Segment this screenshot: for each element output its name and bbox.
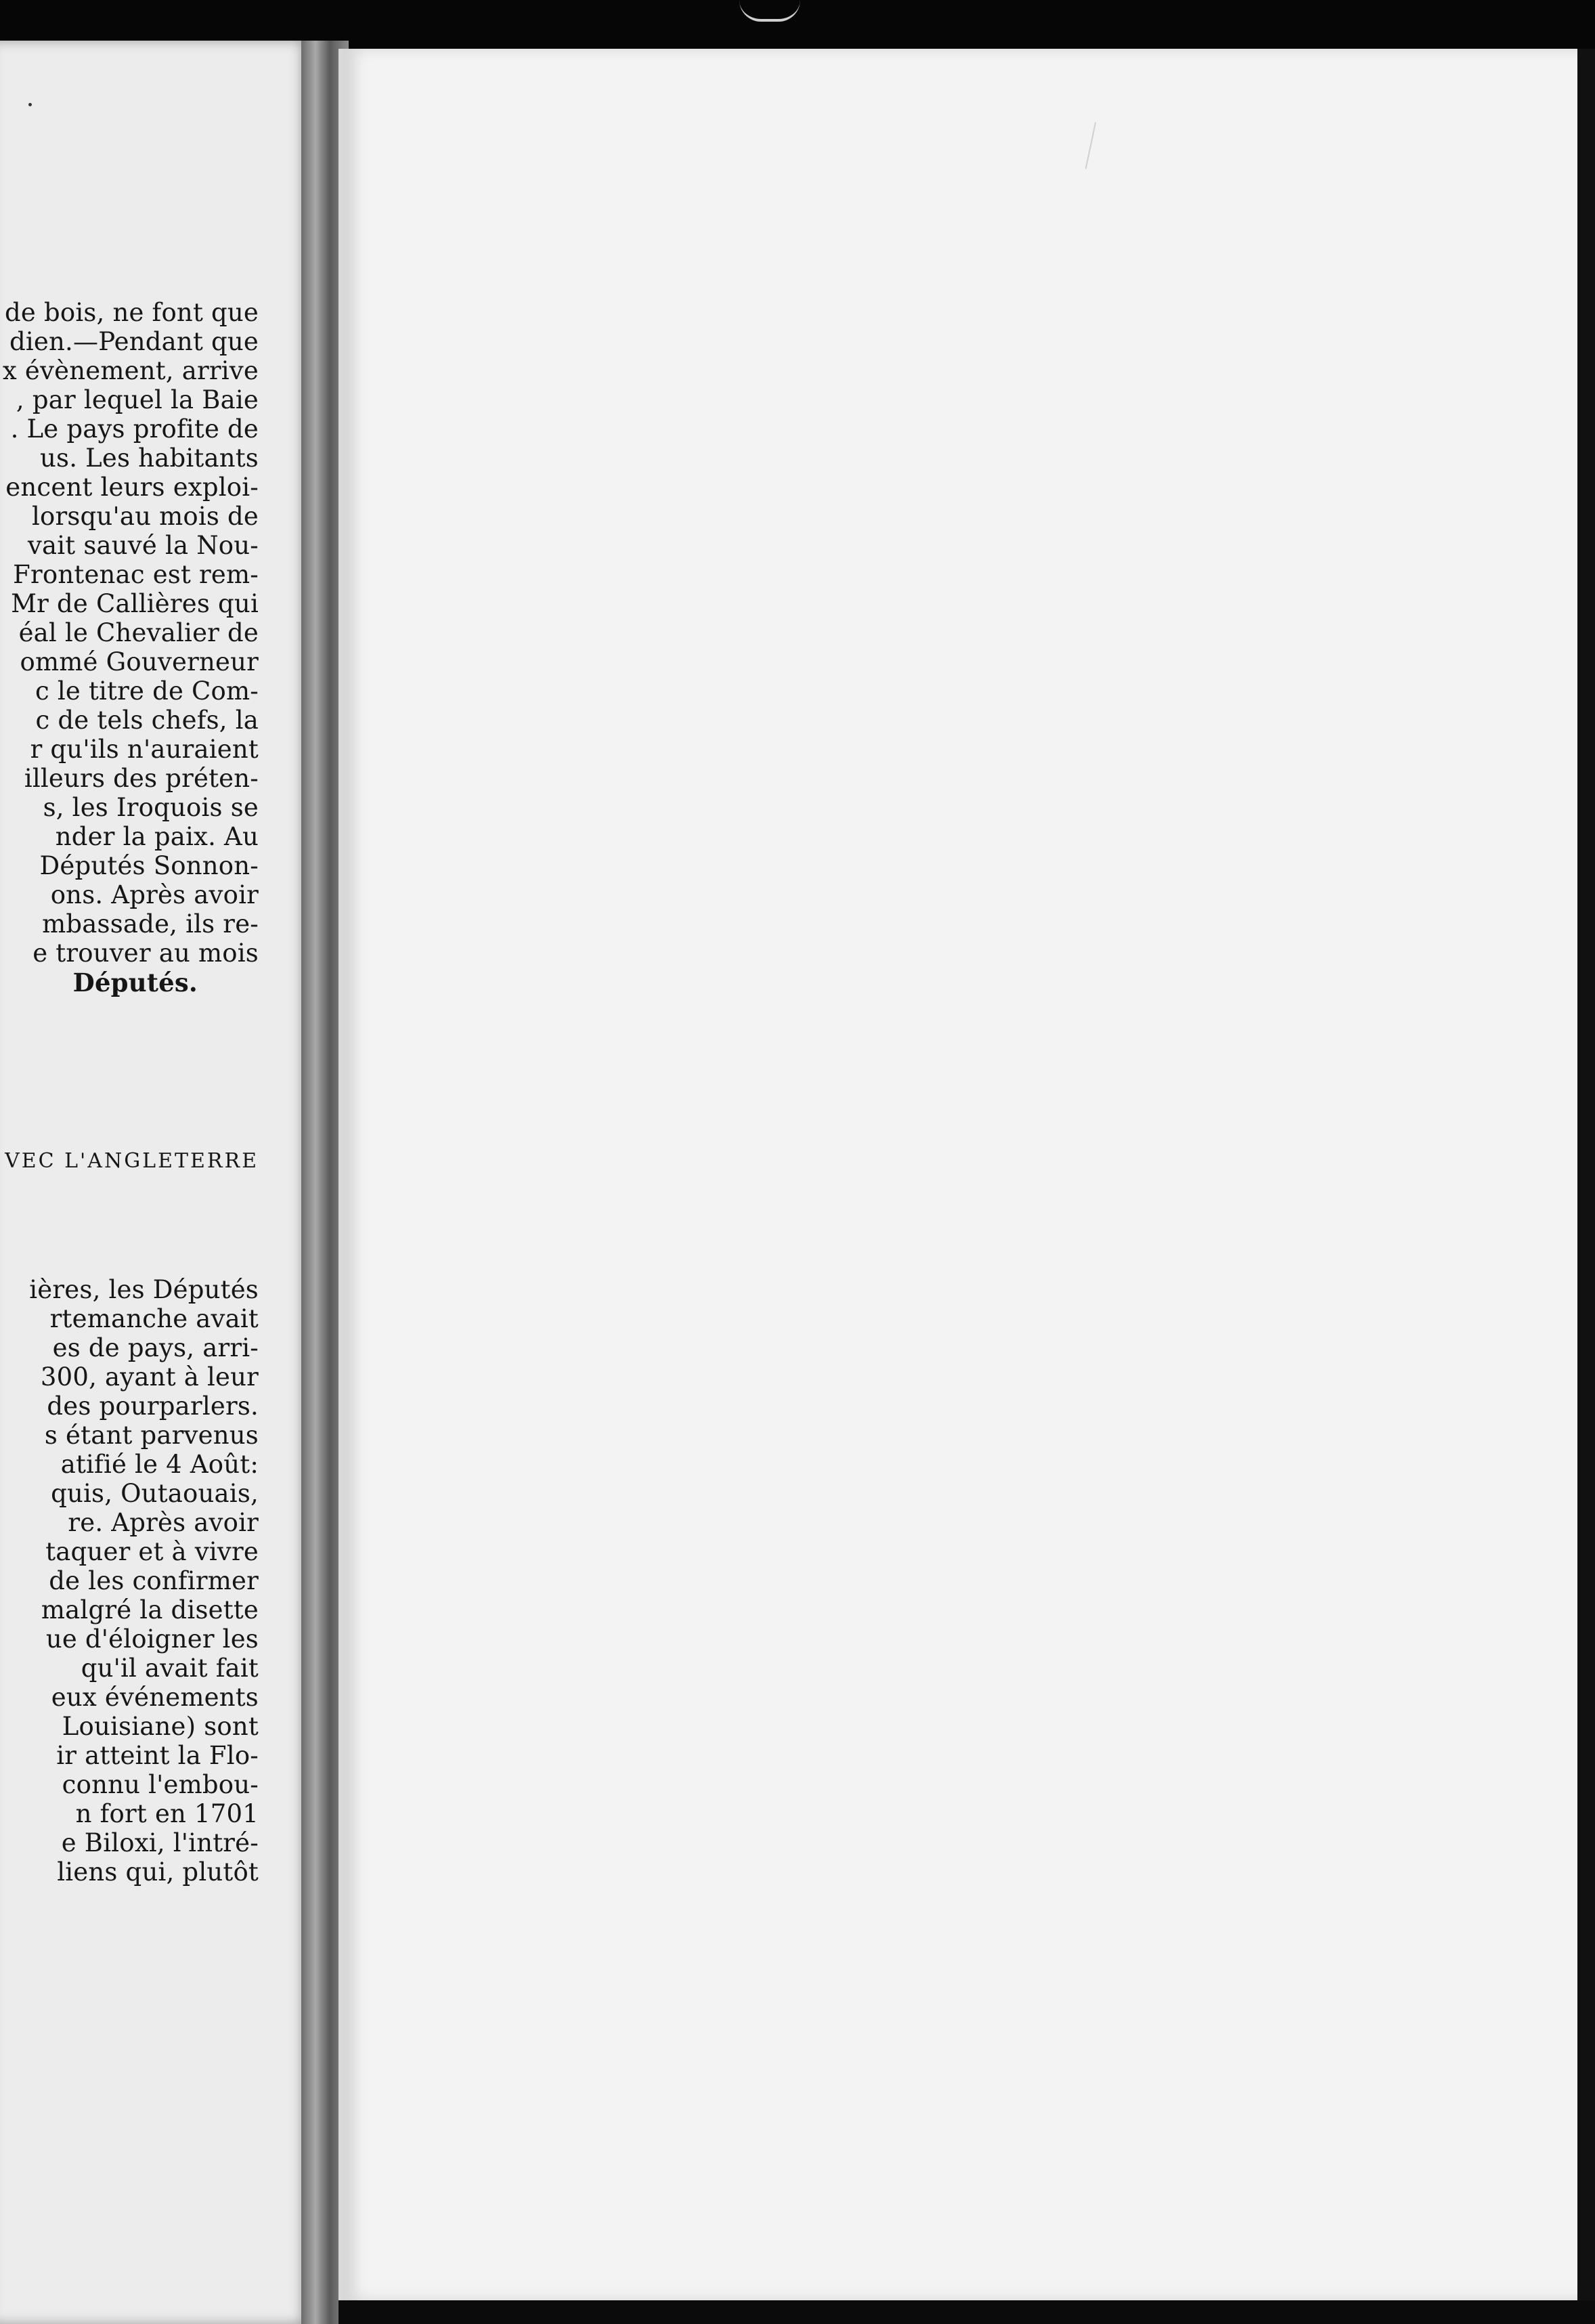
text-line: e trouver au mois [32, 939, 259, 968]
text-line: malgré la disette [41, 1595, 259, 1624]
text-line: ières, les Députés [29, 1275, 259, 1304]
text-line: encent leurs exploi- [5, 473, 259, 502]
text-line: liens qui, plutôt [57, 1857, 259, 1887]
text-line: s étant parvenus [44, 1421, 259, 1450]
text-line: Frontenac est rem- [13, 560, 259, 589]
text-line: 300, ayant à leur [40, 1362, 259, 1392]
right-page-blank [338, 49, 1581, 2300]
text-line: de bois, ne font que [5, 298, 259, 327]
text-line: connu l'embou- [62, 1770, 259, 1799]
left-page [0, 41, 311, 2324]
text-line: Députés. [72, 968, 198, 997]
text-line: Députés Sonnon- [39, 851, 259, 880]
text-line: e Biloxi, l'intré- [61, 1828, 259, 1857]
text-line: illeurs des préten- [24, 764, 259, 793]
text-line: atifié le 4 Août: [60, 1450, 259, 1479]
text-line: eux événements [51, 1683, 259, 1712]
page-speck [28, 103, 32, 106]
text-line: éal le Chevalier de [18, 618, 259, 647]
text-line: n fort en 1701 [75, 1799, 259, 1828]
section-heading: VEC L'ANGLETERRE [5, 1149, 259, 1173]
text-line: quis, Outaouais, [51, 1479, 259, 1508]
text-line: ir atteint la Flo- [56, 1741, 259, 1770]
text-line: s, les Iroquois se [43, 793, 259, 822]
text-line: ons. Après avoir [50, 880, 259, 909]
text-line: Mr de Callières qui [11, 589, 259, 618]
bottom-scan-border [338, 2300, 1595, 2324]
text-line: r qu'ils n'auraient [30, 735, 259, 764]
text-line: us. Les habitants [40, 444, 259, 473]
right-scan-border [1577, 49, 1595, 2324]
text-line: vait sauvé la Nou- [27, 531, 259, 560]
text-line: lorsqu'au mois de [31, 502, 259, 531]
scan-clip-mark [739, 0, 800, 22]
text-line: mbassade, ils re- [42, 909, 259, 939]
text-line: . Le pays profite de [10, 414, 259, 444]
text-line: ue d'éloigner les [45, 1624, 259, 1654]
text-line: taquer et à vivre [45, 1537, 259, 1566]
text-line: re. Après avoir [68, 1508, 259, 1537]
text-line: ommé Gouverneur [20, 647, 259, 676]
text-line: nder la paix. Au [55, 822, 259, 851]
text-line: c le titre de Com- [35, 676, 259, 706]
text-line: x évènement, arrive [2, 356, 259, 385]
text-line: , par lequel la Baie [16, 385, 259, 414]
text-line: Louisiane) sont [62, 1712, 259, 1741]
text-line: qu'il avait fait [81, 1654, 259, 1683]
text-line: es de pays, arri- [52, 1333, 259, 1362]
text-line: des pourparlers. [47, 1392, 259, 1421]
text-line: de les confirmer [49, 1566, 259, 1595]
text-line: dien.—Pendant que [9, 327, 259, 356]
text-line: c de tels chefs, la [35, 706, 259, 735]
text-line: rtemanche avait [49, 1304, 259, 1333]
